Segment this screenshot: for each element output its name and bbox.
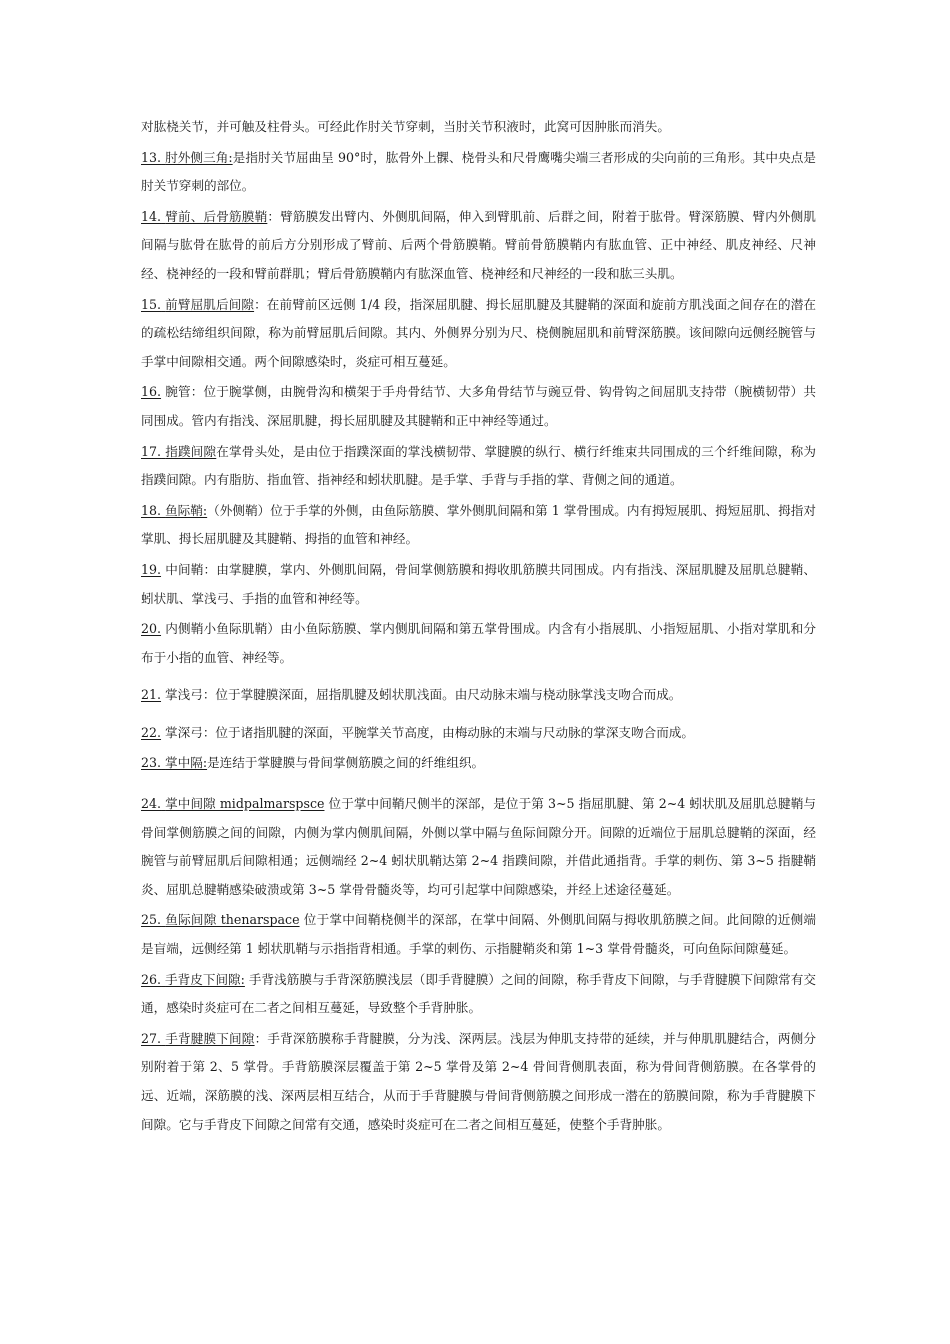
- entry-15: [141, 291, 816, 377]
- entry-20-number: 20.: [141, 621, 162, 637]
- entry-21-text: 掌浅弓：位于掌腱膜深面，屈指肌腱及蚓状肌浅面。由尺动脉末端与桡动脉掌浅支吻合而成。: [165, 687, 682, 703]
- entry-23-text: 是连结于掌腱膜与骨间掌侧筋膜之间的纤维组织。: [207, 755, 485, 771]
- entry-26-term: 26. 手背皮下间隙:: [141, 971, 245, 987]
- entry-18: [141, 497, 816, 554]
- entry-19-number: 19.: [141, 561, 162, 577]
- intro-paragraph: 对肱桡关节，并可触及柱骨头。可经此作肘关节穿刺，当肘关节积液时，此窝可因肿胀而消失。: [141, 119, 670, 134]
- entry-21: [141, 681, 816, 710]
- entry-21-number: 21.: [141, 687, 162, 703]
- entry-15-term: 15. 前臂屈肌后间隙: [141, 296, 255, 312]
- entry-22: [141, 719, 816, 748]
- entry-17: [141, 438, 816, 495]
- entry-14: [141, 203, 816, 289]
- entry-24-text: 位于掌中间鞘尺侧半的深部，是位于第 3~5 指屈肌腱、第 2~4 蚓状肌及屈肌总腱鞘与骨间掌侧筋膜之间的间隙，内侧为掌内侧肌间隔，外侧以掌中隔与鱼际间隙分开。间隙的近端位于屈肌总腱鞘的深面，经腕管与前臂屈肌后间隙相通；远侧端经 2~4 蚓状肌鞘达第 2~4 指蹼间隙，并借此通指背。手掌的刺伤、第 3~5 指腱鞘炎、屈肌总腱鞘感染破溃或第 3~5 掌骨骨髓炎等，均可引起掌中间隙感染，并经上述途径蔓延。: [141, 796, 816, 897]
- entry-18-text: （外侧鞘）位于手掌的外侧，由鱼际筋膜、掌外侧肌间隔和第 1 掌骨围成。内有拇短展肌、拇短屈肌、拇指对掌肌、拇长屈肌腱及其腱鞘、拇指的血管和神经。: [141, 502, 816, 547]
- entry-14-text: ：臂筋膜发出臂内、外侧肌间隔，伸入到臂肌前、后群之间，附着于肱骨。臂深筋膜、臂内外侧肌间隔与肱骨在肱骨的前后方分别形成了臂前、后两个骨筋膜鞘。臂前骨筋膜鞘内有肱血管、正中神经、肌皮神经、尺神经、桡神经的一段和臂前群肌；臂后骨筋膜鞘内有肱深血管、桡神经和尺神经的一段和肱三头肌。: [141, 208, 817, 281]
- entry-25: [141, 906, 816, 963]
- entry-17-text: 在掌骨头处，是由位于指蹼深面的掌浅横韧带、掌腱膜的纵行、横行纤维束共同围成的三个纤维间隙，称为指蹼间隙。内有脂肪、指血管、指神经和蚓状肌腱。是手掌、手背与手指的掌、背侧之间的通道。: [141, 443, 817, 488]
- entry-27: [141, 1025, 816, 1139]
- entry-13: [141, 144, 816, 201]
- entry-16: [141, 378, 816, 435]
- entry-20-text: 内侧鞘小鱼际肌鞘）由小鱼际筋膜、掌内侧肌间隔和第五掌骨围成。内含有小指展肌、小指短屈肌、小指对掌肌和分布于小指的血管、神经等。: [141, 621, 817, 665]
- entry-15-text: ：在前臂前区远侧 1/4 段，指深屈肌腱、拇长屈肌腱及其腱鞘的深面和旋前方肌浅面之间存在的潜在的疏松结缔组织间隙，称为前臂屈肌后间隙。其内、外侧界分别为尺、桡侧腕屈肌和前臂深筋膜。该间隙向远侧经腕管与手掌中间隙相交通。两个间隙感染时，炎症可相互蔓延。: [141, 296, 816, 369]
- entry-24: [141, 790, 816, 904]
- entry-25-text: 位于掌中间鞘桡侧半的深部，在掌中间隔、外侧肌间隔与拇收肌筋膜之间。此间隙的近侧端是盲端，远侧经第 1 蚓状肌鞘与示指指背相通。手掌的刺伤、示指腱鞘炎和第 1~3 掌骨骨髓炎，可向鱼际间隙蔓延。: [141, 912, 816, 957]
- entry-24-term: 24. 掌中间隙 midpalmarspsce: [141, 796, 325, 812]
- entry-16-number: 16.: [141, 384, 162, 400]
- entry-25-term: 25. 鱼际间隙 thenarspace: [141, 912, 300, 928]
- entry-17-term: 17. 指蹼间隙: [141, 443, 217, 459]
- entry-18-term: 18. 鱼际鞘:: [141, 502, 208, 518]
- entry-19: [141, 556, 816, 613]
- entry-26: [141, 966, 816, 1023]
- entry-22-number: 22.: [141, 724, 162, 740]
- entry-23: [141, 749, 816, 778]
- entry-14-term: 14. 臂前、后骨筋膜鞘: [141, 208, 268, 224]
- entry-27-term: 27. 手背腱膜下间隙: [141, 1030, 255, 1046]
- entry-22-text: 掌深弓：位于诸指肌腱的深面，平腕掌关节高度，由梅动脉的末端与尺动脉的掌深支吻合而成。: [165, 724, 694, 740]
- document-page: [141, 113, 816, 1139]
- entry-13-term: 13. 肘外侧三角:: [141, 149, 233, 165]
- entry-19-text: 中间鞘：由掌腱膜，掌内、外侧肌间隔，骨间掌侧筋膜和拇收肌筋膜共同围成。内有指浅、深屈肌腱及屈肌总腱鞘、蚓状肌、掌浅弓、手指的血管和神经等。: [141, 561, 817, 606]
- entry-13-text: 是指肘关节屈曲呈 90°时，肱骨外上髁、桡骨头和尺骨鹰嘴尖端三者形成的尖向前的三角形。其中央点是肘关节穿刺的部位。: [141, 149, 816, 194]
- entry-27-text: ：手背深筋膜称手背腱膜，分为浅、深两层。浅层为伸肌支持带的延续，并与伸肌肌腱结合，两侧分别附着于第 2、5 掌骨。手背筋膜深层覆盖于第 2~5 掌骨及第 2~4 骨间背侧肌表面，称为骨间背侧筋膜。在各掌骨的远、近端，深筋膜的浅、深两层相互结合，从而于手背腱膜与骨间背侧筋膜之间形成一潜在的筋膜间隙，称为手背腱膜下间隙。它与手背皮下间隙之间常有交通，感染时炎症可在二者之间相互蔓延，使整个手背肿胀。: [141, 1030, 817, 1132]
- entry-20: [141, 615, 816, 672]
- entry-23-term: 23. 掌中隔:: [141, 755, 208, 771]
- entry-26-text: 手背浅筋膜与手背深筋膜浅层（即手背腱膜）之间的间隙，称手背皮下间隙，与手背腱膜下间隙常有交通，感染时炎症可在二者之间相互蔓延，导致整个手背肿胀。: [141, 971, 816, 1016]
- entry-16-text: 腕管：位于腕掌侧，由腕骨沟和横架于手舟骨结节、大多角骨结节与豌豆骨、钩骨钩之间屈肌支持带（腕横韧带）共同围成。管内有指浅、深屈肌腱，拇长屈肌腱及其腱鞘和正中神经等通过。: [141, 384, 817, 428]
